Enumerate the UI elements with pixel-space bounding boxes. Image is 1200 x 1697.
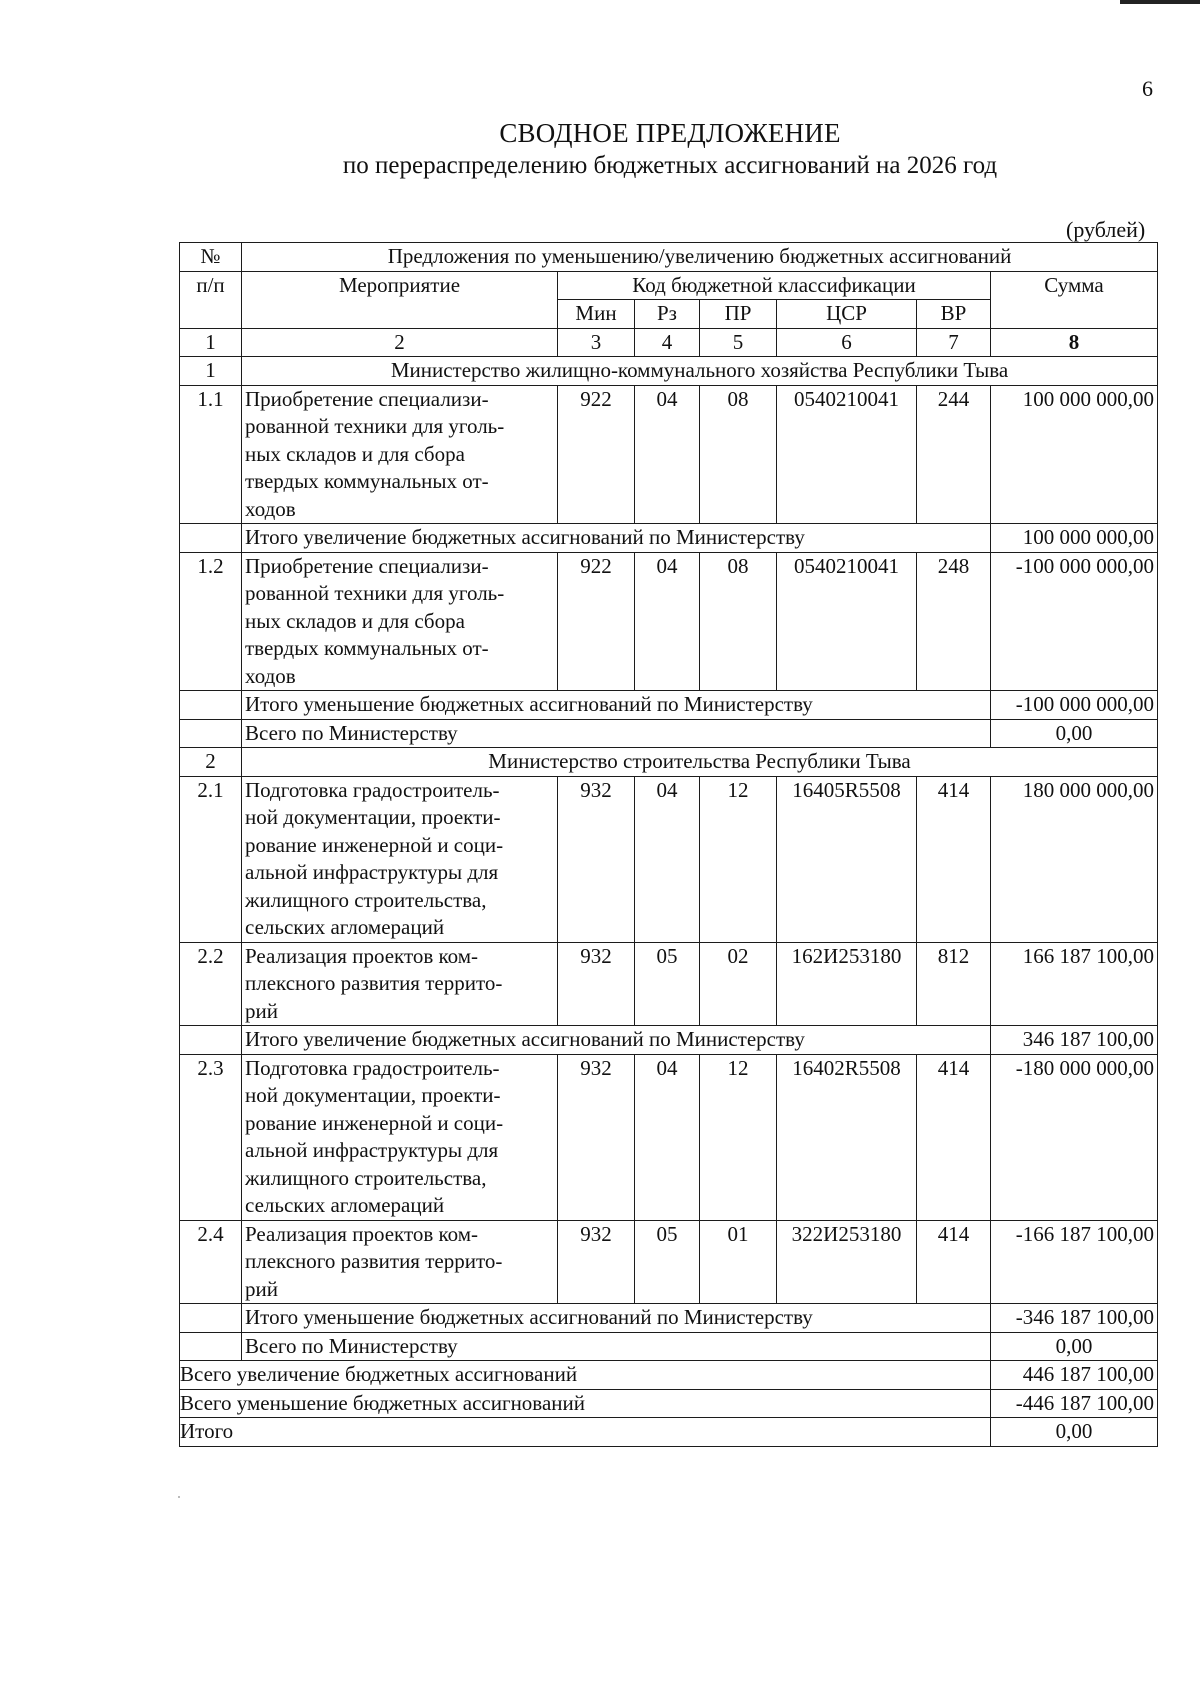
header-csr: ЦСР	[777, 300, 917, 329]
col-number: 4	[635, 328, 700, 357]
grand-total-row	[180, 1418, 1158, 1447]
item-rz: 05	[635, 942, 700, 1026]
decrease-total-label: Итого уменьшение бюджетных ассигнований по Министерству	[242, 1304, 991, 1333]
item-pr: 12	[700, 776, 777, 942]
section-number: 1	[180, 357, 242, 386]
increase-total-label: Итого увеличение бюджетных ассигнований по Министерству	[242, 524, 991, 553]
item-min: 932	[558, 776, 635, 942]
col-number: 8	[991, 328, 1158, 357]
item-event	[242, 385, 558, 524]
item-event-line: альной инфраструктуры для	[245, 1138, 499, 1162]
item-pr: 08	[700, 385, 777, 524]
item-event-line: рий	[245, 998, 278, 1023]
item-event	[242, 1220, 558, 1304]
item-number: 1.1	[180, 385, 242, 524]
item-vr: 812	[917, 942, 991, 1026]
header-event: Мероприятие	[242, 271, 558, 328]
col-number: 7	[917, 328, 991, 357]
item-event-line: ной документации, проекти-	[245, 805, 501, 829]
item-event-line: твердых коммунальных от-	[245, 636, 489, 660]
item-pr: 12	[700, 1054, 777, 1220]
item-row	[180, 776, 1158, 942]
item-event-line: Приобретение специализи-	[245, 386, 489, 411]
item-csr: 0540210041	[777, 385, 917, 524]
header-num-text: №	[200, 244, 221, 268]
grand-total-value: 446 187 100,00	[991, 1361, 1158, 1390]
budget-table-body	[180, 243, 1158, 1447]
item-event-line: альной инфраструктуры для	[245, 860, 499, 884]
grand-total-label: Итого	[180, 1418, 991, 1447]
item-event-line: Приобретение специализи-	[245, 553, 489, 578]
item-event-line: Подготовка градостроитель-	[245, 1055, 500, 1080]
header-code: Код бюджетной классификации	[558, 271, 991, 300]
col-number: 5	[700, 328, 777, 357]
item-event-line: рованной техники для уголь-	[245, 581, 505, 605]
grand-total-value: -446 187 100,00	[991, 1389, 1158, 1418]
item-event-line: ных складов и для сбора	[245, 608, 465, 633]
item-event-line: рий	[245, 1276, 278, 1301]
header-sum: Сумма	[991, 271, 1158, 328]
item-event	[242, 1054, 558, 1220]
grand-total-value: 0,00	[991, 1418, 1158, 1447]
item-csr: 0540210041	[777, 552, 917, 691]
ministry-total-value: 0,00	[991, 719, 1158, 748]
scan-dot	[178, 1496, 180, 1498]
decrease-total-value: -346 187 100,00	[991, 1304, 1158, 1333]
header-num-2: п/п	[180, 271, 242, 328]
header-min: Мин	[558, 300, 635, 329]
item-sum: 180 000 000,00	[991, 776, 1158, 942]
item-min: 932	[558, 1220, 635, 1304]
section-title: Министерство жилищно-коммунального хозяйства Республики Тыва	[242, 357, 1158, 386]
item-event-line: ной документации, проекти-	[245, 1083, 501, 1107]
item-row	[180, 942, 1158, 1026]
ministry-total-value: 0,00	[991, 1332, 1158, 1361]
item-number: 1.2	[180, 552, 242, 691]
item-event	[242, 942, 558, 1026]
item-event-line: рование инженерной и соци-	[245, 1110, 504, 1135]
header-row-2	[180, 271, 1158, 300]
item-rz: 04	[635, 385, 700, 524]
item-sum: 100 000 000,00	[991, 385, 1158, 524]
section-title: Министерство строительства Республики Тыва	[242, 748, 1158, 777]
item-rz: 04	[635, 1054, 700, 1220]
item-number: 2.4	[180, 1220, 242, 1304]
header-proposals: Предложения по уменьшению/увеличению бюджетных ассигнований	[242, 243, 1158, 272]
grand-total-row	[180, 1389, 1158, 1418]
empty-cell	[180, 524, 242, 553]
header-num	[180, 243, 242, 272]
item-vr: 414	[917, 1054, 991, 1220]
item-min: 932	[558, 942, 635, 1026]
col-number: 2	[242, 328, 558, 357]
item-csr: 322И253180	[777, 1220, 917, 1304]
col-number: 6	[777, 328, 917, 357]
item-row	[180, 552, 1158, 691]
increase-total-row	[180, 524, 1158, 553]
ministry-total-row	[180, 719, 1158, 748]
column-numbers-row	[180, 328, 1158, 357]
item-event-line: плексного развития террито-	[245, 971, 503, 995]
item-event-line: сельских агломераций	[245, 1193, 445, 1217]
item-sum: -180 000 000,00	[991, 1054, 1158, 1220]
item-vr: 414	[917, 1220, 991, 1304]
item-event-line: Реализация проектов ком-	[245, 1221, 479, 1246]
col-number: 3	[558, 328, 635, 357]
ministry-total-label: Всего по Министерству	[242, 719, 991, 748]
item-vr: 244	[917, 385, 991, 524]
item-row	[180, 1054, 1158, 1220]
item-rz: 04	[635, 776, 700, 942]
item-min: 932	[558, 1054, 635, 1220]
item-event-line: ходов	[245, 663, 296, 688]
item-vr: 248	[917, 552, 991, 691]
item-sum: -166 187 100,00	[991, 1220, 1158, 1304]
item-number: 2.2	[180, 942, 242, 1026]
item-rz: 05	[635, 1220, 700, 1304]
item-number: 2.3	[180, 1054, 242, 1220]
increase-total-label: Итого увеличение бюджетных ассигнований по Министерству	[242, 1026, 991, 1055]
decrease-total-row	[180, 1304, 1158, 1333]
grand-total-label: Всего увеличение бюджетных ассигнований	[180, 1361, 991, 1390]
item-event-line: ходов	[245, 496, 296, 521]
section-header-row	[180, 357, 1158, 386]
item-csr: 16405R5508	[777, 776, 917, 942]
item-vr: 414	[917, 776, 991, 942]
header-vr: ВР	[917, 300, 991, 329]
item-event-line: Реализация проектов ком-	[245, 943, 479, 968]
header-rz: Рз	[635, 300, 700, 329]
decrease-total-value: -100 000 000,00	[991, 691, 1158, 720]
item-sum: 166 187 100,00	[991, 942, 1158, 1026]
item-pr: 08	[700, 552, 777, 691]
empty-cell	[180, 691, 242, 720]
item-event-line: сельских агломераций	[245, 915, 445, 939]
item-min: 922	[558, 552, 635, 691]
header-row-1	[180, 243, 1158, 272]
item-csr: 162И253180	[777, 942, 917, 1026]
document-title: СВОДНОЕ ПРЕДЛОЖЕНИЕ	[499, 118, 841, 148]
decrease-total-row	[180, 691, 1158, 720]
empty-cell	[180, 1332, 242, 1361]
item-sum: -100 000 000,00	[991, 552, 1158, 691]
ministry-total-label: Всего по Министерству	[242, 1332, 991, 1361]
item-pr: 01	[700, 1220, 777, 1304]
page-number: 6	[1142, 76, 1153, 101]
item-event-line: Подготовка градостроитель-	[245, 777, 500, 802]
item-pr: 02	[700, 942, 777, 1026]
item-event-line: рование инженерной и соци-	[245, 832, 504, 857]
empty-cell	[180, 1026, 242, 1055]
header-pr: ПР	[700, 300, 777, 329]
item-event-line: жилищного строительства,	[245, 887, 487, 912]
item-event-line: плексного развития террито-	[245, 1249, 503, 1273]
grand-total-row	[180, 1361, 1158, 1390]
item-event-line: ных складов и для сбора	[245, 441, 465, 466]
item-event	[242, 776, 558, 942]
budget-table	[179, 242, 1158, 1447]
document-subtitle: по перераспределению бюджетных ассигнований на 2026 год	[342, 152, 998, 179]
item-row	[180, 385, 1158, 524]
item-event-line: жилищного строительства,	[245, 1165, 487, 1190]
item-min: 922	[558, 385, 635, 524]
empty-cell	[180, 719, 242, 748]
increase-total-value: 346 187 100,00	[991, 1026, 1158, 1055]
item-row	[180, 1220, 1158, 1304]
section-header-row	[180, 748, 1158, 777]
item-number: 2.1	[180, 776, 242, 942]
item-csr: 16402R5508	[777, 1054, 917, 1220]
increase-total-row	[180, 1026, 1158, 1055]
units-label: (рублей)	[1066, 217, 1146, 242]
increase-total-value: 100 000 000,00	[991, 524, 1158, 553]
item-event-line: твердых коммунальных от-	[245, 469, 489, 493]
ministry-total-row	[180, 1332, 1158, 1361]
section-number: 2	[180, 748, 242, 777]
decrease-total-label: Итого уменьшение бюджетных ассигнований по Министерству	[242, 691, 991, 720]
scan-corner-mark	[1120, 0, 1200, 4]
grand-total-label: Всего уменьшение бюджетных ассигнований	[180, 1389, 991, 1418]
item-event	[242, 552, 558, 691]
col-number: 1	[180, 328, 242, 357]
item-rz: 04	[635, 552, 700, 691]
empty-cell	[180, 1304, 242, 1333]
item-event-line: рованной техники для уголь-	[245, 414, 505, 438]
